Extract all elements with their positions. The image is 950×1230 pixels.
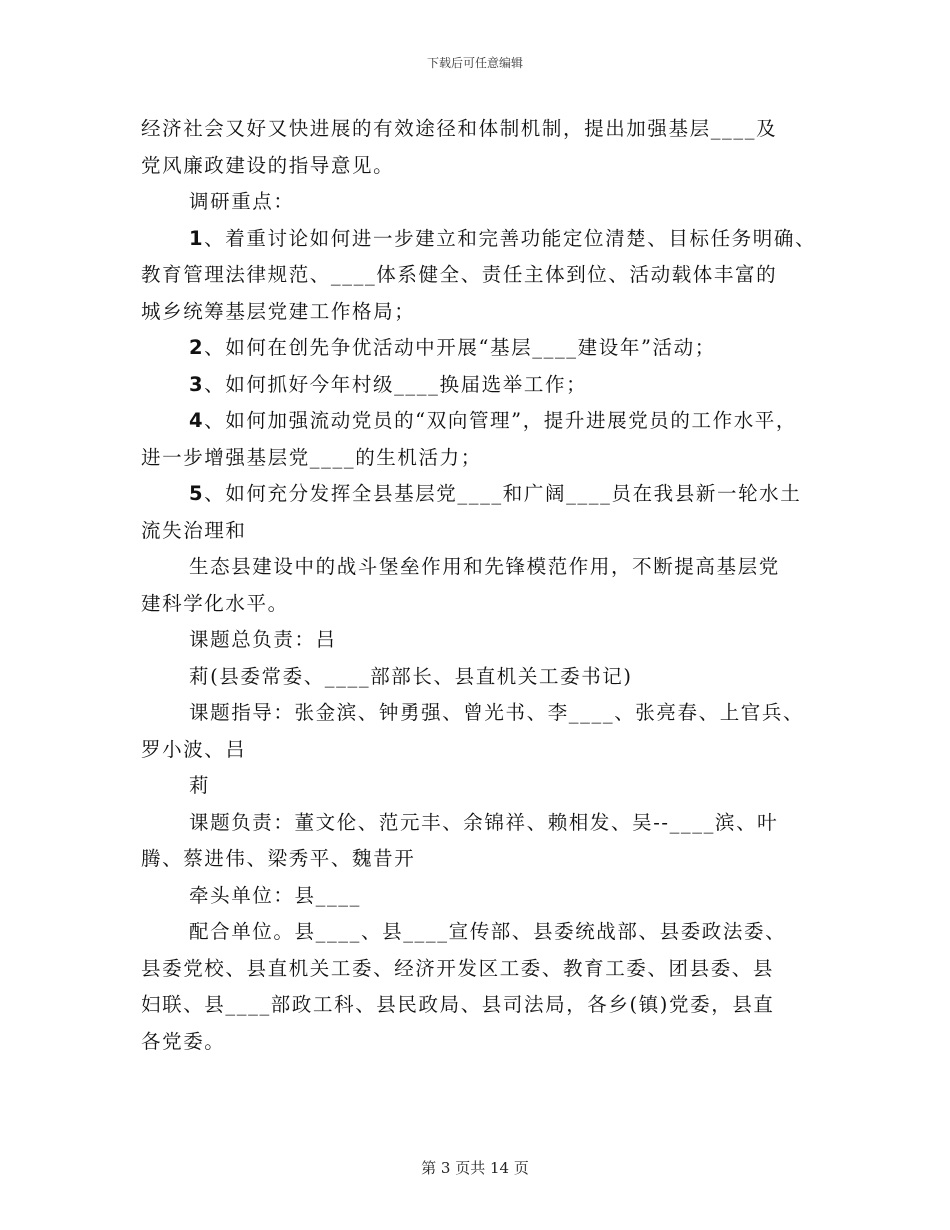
line-text: 、如何充分发挥全县基层党____和广阔____员在我县新一轮水土 (204, 482, 802, 505)
line-text: 妇联、县____部政工科、县民政局、县司法局，各乡(镇)党委，县直 (141, 993, 775, 1016)
line-text: 、如何在创先争优活动中开展“基层____建设年”活动； (204, 336, 716, 359)
page-footer: 第 3 页共 14 页 (421, 1159, 529, 1177)
text-line (141, 878, 821, 915)
text-line (141, 330, 821, 367)
line-text: 流失治理和 (141, 518, 247, 542)
line-text: 莉(县委常委、____部部长、县直机关工委书记) (189, 664, 633, 688)
text-line (141, 294, 821, 331)
line-text: 建科学化水平。 (141, 591, 289, 615)
text-line (141, 513, 821, 550)
text-line (141, 586, 821, 623)
text-line (141, 476, 821, 513)
line-text: 城乡统筹基层党建工作格局； (141, 299, 416, 323)
line-text: 、如何抓好今年村级____换届选举工作； (204, 372, 588, 396)
text-line (141, 1024, 821, 1061)
text-line (141, 111, 821, 148)
text-line (141, 914, 821, 951)
line-text: 莉 (189, 774, 211, 797)
line-text: 各党委。 (141, 1029, 226, 1053)
line-text: 课题总负责：吕 (189, 628, 337, 651)
text-line (141, 148, 821, 185)
text-line (141, 987, 821, 1024)
line-text: 腾、蔡进伟、梁秀平、魏昔开 (141, 847, 416, 870)
line-text: 教育管理法律规范、____体系健全、责任主体到位、活动载体丰富的 (141, 263, 778, 286)
item-number: 3 (189, 372, 205, 396)
text-line (141, 403, 821, 440)
line-text: 课题负责：董文伦、范元丰、余锦祥、赖相发、吴--____滨、叶 (189, 810, 779, 834)
text-line (141, 841, 821, 878)
line-text: 、如何加强流动党员的“双向管理”，提升进展党员的工作水平， (204, 409, 798, 432)
text-line (141, 549, 821, 586)
text-line (141, 768, 821, 805)
line-text: 经济社会又好又快进展的有效途径和体制机制，提出加强基层____及 (141, 117, 778, 140)
page-header: 下载后可任意编辑 (426, 56, 523, 70)
text-line (141, 221, 821, 258)
text-line (141, 659, 821, 696)
line-text: 罗小波、吕 (141, 737, 247, 761)
text-line (141, 951, 821, 988)
line-text: 课题指导：张金滨、钟勇强、曾光书、李____、张亮春、上官兵、 (189, 701, 805, 724)
line-text: 、着重讨论如何进一步建立和完善功能定位清楚、目标任务明确、 (204, 226, 817, 250)
line-text: 进一步增强基层党____的生机活力； (141, 445, 482, 469)
line-text: 生态县建设中的战斗堡垒作用和先锋模范作用，不断提高基层党 (189, 555, 780, 578)
text-line (141, 184, 821, 221)
line-text: 配合单位。县____、县____宣传部、县委统战部、县委政法委、 (189, 920, 787, 943)
item-number: 2 (189, 336, 205, 359)
item-number: 5 (189, 482, 205, 505)
item-number: 4 (189, 409, 205, 432)
line-text: 县委党校、县直机关工委、经济开发区工委、教育工委、团县委、县 (141, 956, 775, 980)
text-line (141, 695, 821, 732)
text-line (141, 732, 821, 769)
text-line (141, 622, 821, 659)
item-number: 1 (189, 226, 205, 250)
text-line (141, 805, 821, 842)
line-text: 调研重点： (189, 190, 295, 213)
line-text: 党风廉政建设的指导意见。 (141, 153, 395, 177)
text-line (141, 367, 821, 404)
document-body (141, 111, 821, 1060)
line-text: 牵头单位：县____ (189, 883, 361, 907)
text-line (141, 257, 821, 294)
text-line (141, 440, 821, 477)
